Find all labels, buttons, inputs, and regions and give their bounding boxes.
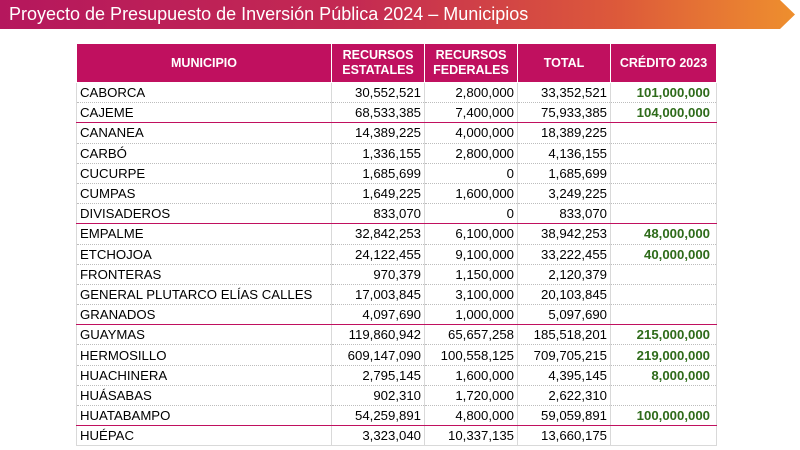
table-row [77,426,717,446]
table-row [77,103,717,123]
cell-recursos-estatales: 32,842,253 [332,224,425,244]
cell-credito [611,204,717,224]
cell-recursos-estatales: 3,323,040 [332,426,425,446]
table-row [77,325,717,345]
cell-recursos-estatales: 1,336,155 [332,143,425,163]
cell-municipio: ETCHOJOA [77,244,332,264]
cell-total: 33,352,521 [518,83,611,103]
cell-total: 2,120,379 [518,264,611,284]
cell-recursos-federales: 6,100,000 [425,224,518,244]
cell-credito [611,143,717,163]
table-row [77,365,717,385]
cell-recursos-federales: 10,337,135 [425,426,518,446]
cell-total: 4,395,145 [518,365,611,385]
cell-municipio: EMPALME [77,224,332,244]
cell-recursos-estatales: 68,533,385 [332,103,425,123]
cell-credito: 100,000,000 [611,406,717,426]
cell-recursos-federales: 1,600,000 [425,365,518,385]
cell-credito [611,385,717,405]
cell-recursos-federales: 0 [425,204,518,224]
cell-credito [611,183,717,203]
cell-recursos-federales: 3,100,000 [425,284,518,304]
cell-total: 18,389,225 [518,123,611,143]
cell-recursos-federales: 1,720,000 [425,385,518,405]
cell-total: 75,933,385 [518,103,611,123]
cell-recursos-federales: 65,657,258 [425,325,518,345]
cell-municipio: HUACHINERA [77,365,332,385]
cell-recursos-estatales: 2,795,145 [332,365,425,385]
table-row [77,305,717,325]
table-header [77,44,717,83]
cell-municipio: CABORCA [77,83,332,103]
cell-municipio: GRANADOS [77,305,332,325]
table-row [77,204,717,224]
cell-recursos-estatales: 14,389,225 [332,123,425,143]
table-row [77,284,717,304]
cell-total: 13,660,175 [518,426,611,446]
cell-credito: 48,000,000 [611,224,717,244]
cell-recursos-estatales: 30,552,521 [332,83,425,103]
table-body [77,83,717,446]
column-header-total: TOTAL [518,44,611,83]
cell-recursos-federales: 4,800,000 [425,406,518,426]
cell-credito [611,284,717,304]
column-header-recursos-estatales: RECURSOS ESTATALES [332,44,425,83]
cell-recursos-federales: 7,400,000 [425,103,518,123]
cell-recursos-estatales: 1,685,699 [332,163,425,183]
table-row [77,406,717,426]
cell-municipio: DIVISADEROS [77,204,332,224]
cell-recursos-estatales: 4,097,690 [332,305,425,325]
table-row [77,224,717,244]
cell-municipio: CARBÓ [77,143,332,163]
table-row [77,244,717,264]
cell-total: 185,518,201 [518,325,611,345]
cell-credito: 215,000,000 [611,325,717,345]
cell-credito: 101,000,000 [611,83,717,103]
table-row [77,143,717,163]
table-row [77,345,717,365]
cell-recursos-estatales: 970,379 [332,264,425,284]
table-row [77,264,717,284]
cell-total: 20,103,845 [518,284,611,304]
cell-credito: 40,000,000 [611,244,717,264]
cell-total: 1,685,699 [518,163,611,183]
cell-credito: 219,000,000 [611,345,717,365]
cell-recursos-estatales: 902,310 [332,385,425,405]
table-row [77,163,717,183]
cell-recursos-federales: 1,150,000 [425,264,518,284]
cell-municipio: CUMPAS [77,183,332,203]
cell-recursos-federales: 0 [425,163,518,183]
cell-recursos-estatales: 609,147,090 [332,345,425,365]
table-row [77,385,717,405]
table-row [77,123,717,143]
cell-credito: 104,000,000 [611,103,717,123]
cell-credito [611,426,717,446]
cell-recursos-estatales: 24,122,455 [332,244,425,264]
cell-recursos-federales: 1,000,000 [425,305,518,325]
cell-recursos-estatales: 119,860,942 [332,325,425,345]
cell-total: 5,097,690 [518,305,611,325]
column-header-recursos-federales: RECURSOS FEDERALES [425,44,518,83]
table-row [77,183,717,203]
budget-table [76,43,717,446]
cell-credito [611,264,717,284]
cell-municipio: GUAYMAS [77,325,332,345]
cell-total: 3,249,225 [518,183,611,203]
cell-credito [611,123,717,143]
cell-recursos-estatales: 17,003,845 [332,284,425,304]
cell-total: 833,070 [518,204,611,224]
cell-municipio: HUÉPAC [77,426,332,446]
cell-recursos-estatales: 1,649,225 [332,183,425,203]
cell-recursos-federales: 4,000,000 [425,123,518,143]
page-title: Proyecto de Presupuesto de Inversión Pública 2024 – Municipios [9,4,529,24]
cell-credito [611,163,717,183]
cell-recursos-federales: 9,100,000 [425,244,518,264]
cell-credito: 8,000,000 [611,365,717,385]
cell-municipio: HUATABAMPO [77,406,332,426]
cell-municipio: CANANEA [77,123,332,143]
cell-municipio: CUCURPE [77,163,332,183]
cell-recursos-estatales: 833,070 [332,204,425,224]
cell-credito [611,305,717,325]
cell-total: 59,059,891 [518,406,611,426]
column-header-municipio: MUNICIPIO [77,44,332,83]
cell-total: 2,622,310 [518,385,611,405]
cell-recursos-federales: 100,558,125 [425,345,518,365]
cell-recursos-federales: 2,800,000 [425,83,518,103]
cell-municipio: HUÁSABAS [77,385,332,405]
cell-recursos-federales: 2,800,000 [425,143,518,163]
cell-municipio: FRONTERAS [77,264,332,284]
cell-municipio: CAJEME [77,103,332,123]
table-row [77,83,717,103]
cell-recursos-federales: 1,600,000 [425,183,518,203]
cell-municipio: HERMOSILLO [77,345,332,365]
cell-total: 4,136,155 [518,143,611,163]
cell-total: 38,942,253 [518,224,611,244]
cell-municipio: GENERAL PLUTARCO ELÍAS CALLES [77,284,332,304]
column-header-credito: CRÉDITO 2023 [611,44,717,83]
cell-total: 33,222,455 [518,244,611,264]
cell-total: 709,705,215 [518,345,611,365]
cell-recursos-estatales: 54,259,891 [332,406,425,426]
